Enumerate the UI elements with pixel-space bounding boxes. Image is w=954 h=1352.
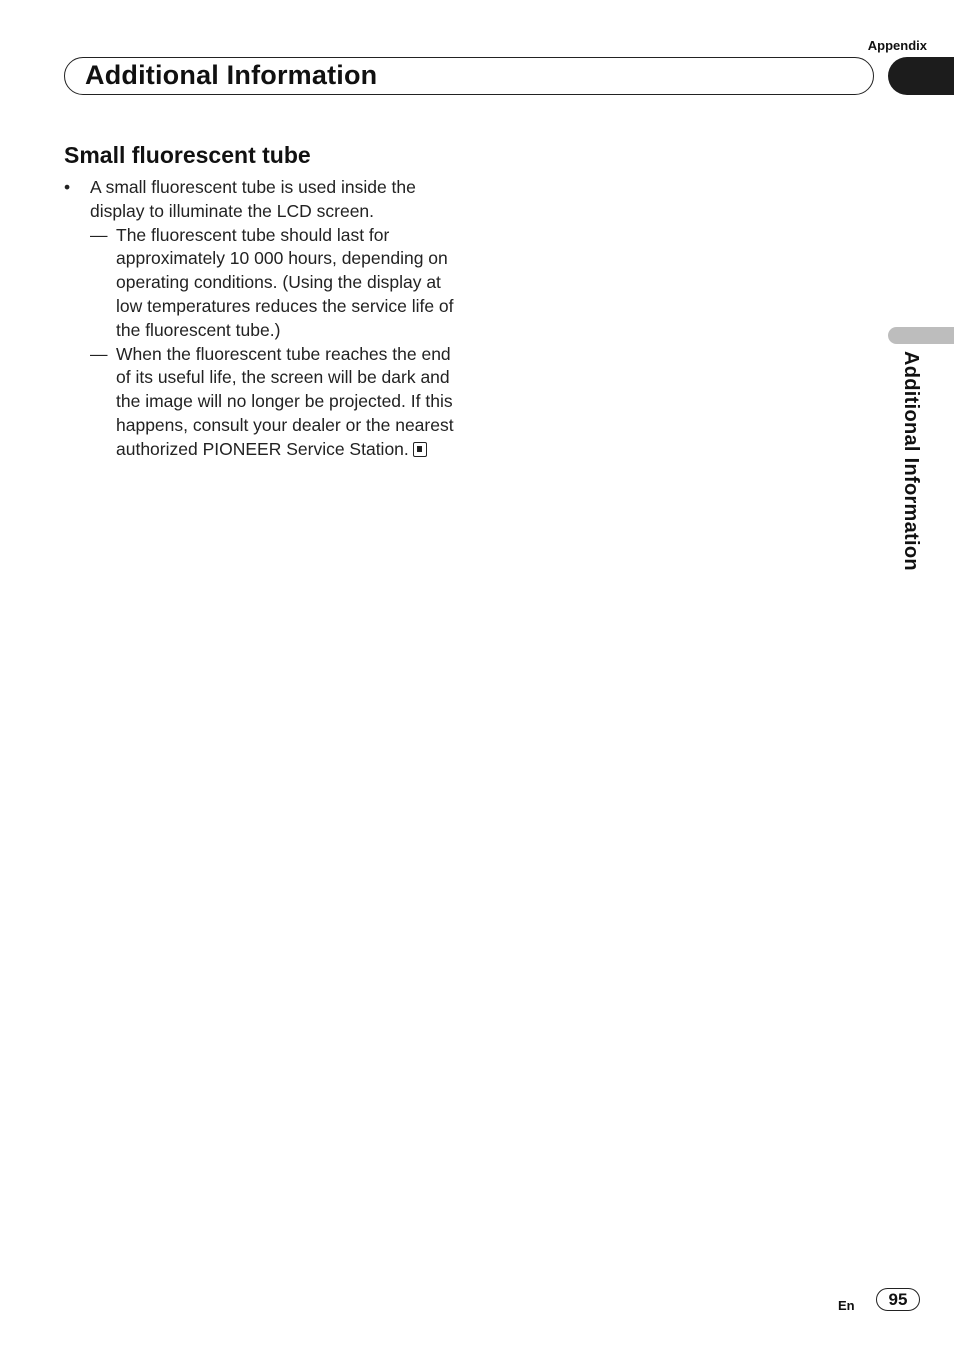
sub-item: [64, 224, 464, 343]
dash-marker: —: [90, 224, 108, 245]
appendix-label: Appendix: [867, 38, 927, 53]
bullet-marker: •: [64, 177, 71, 197]
sub-item: [64, 343, 464, 462]
page-number: 95: [876, 1288, 920, 1311]
end-of-section-icon: [413, 442, 427, 457]
sub-item-text: When the fluorescent tube reaches the end of its useful life, the screen will be dark and the image will no longer be projected. If this happens, consult your dealer or the nearest authorized PIONEER Service Station.: [116, 343, 454, 459]
chapter-title: Additional Information: [85, 60, 378, 90]
dash-marker: —: [90, 343, 108, 364]
language-code: En: [838, 1298, 855, 1313]
bullet-item: [64, 176, 464, 224]
chapter-tab-marker: [888, 57, 954, 95]
sub-item-text: The fluorescent tube should last for approximately 10 000 hours, depending on operating conditions. (Using the display at low temperatures reduces the service life of the fluorescent tube.): [116, 224, 454, 340]
section-body: [64, 176, 464, 462]
side-tab-label: Additional Information: [900, 351, 922, 571]
chapter-header: [64, 57, 874, 95]
side-tab-marker: [888, 327, 954, 344]
bullet-text: A small fluorescent tube is used inside the display to illuminate the LCD screen.: [90, 177, 416, 221]
section-title: Small fluorescent tube: [64, 142, 311, 168]
